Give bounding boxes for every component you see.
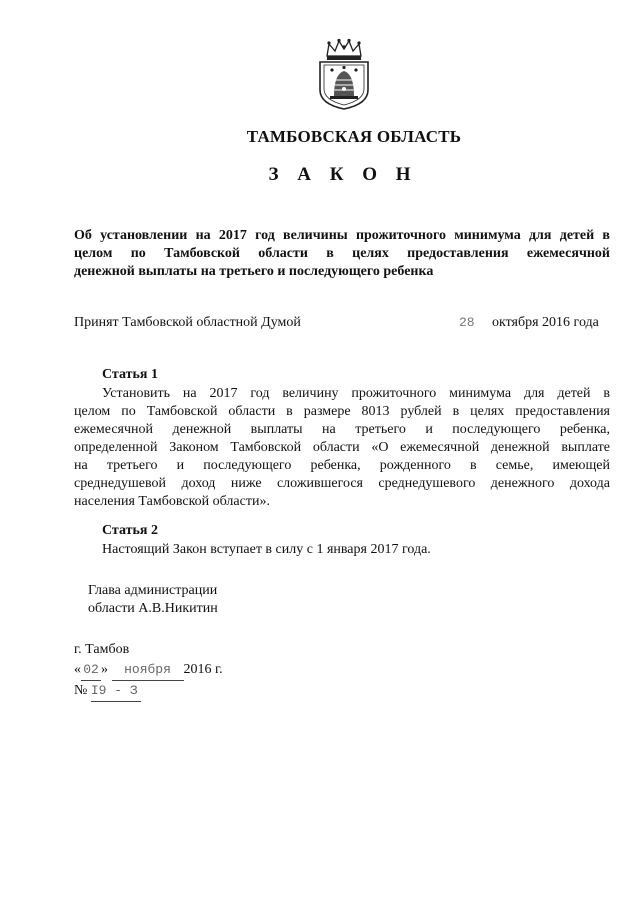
number-sign: № — [74, 683, 88, 698]
article-1-line: населения Тамбовской области». — [74, 494, 270, 509]
signature-position: Глава администрации — [88, 583, 218, 598]
law-title-line: денежной выплаты на третьего и последующего ребенка — [74, 264, 434, 279]
article-2-line: Настоящий Закон вступает в силу с 1 января 2017 года. — [102, 542, 431, 557]
date-quote-close: » — [101, 662, 108, 677]
document-type-heading: З А К О Н — [268, 164, 418, 185]
date-year: 2016 г. — [183, 662, 223, 677]
number-value: I9 - З — [91, 681, 141, 702]
adoption-day: 28 — [459, 315, 475, 330]
signature-block — [88, 582, 218, 618]
law-title-line: Об установлении на 2017 год величины прожиточного минимума для детей в — [74, 228, 610, 243]
law-title — [74, 227, 610, 281]
date-quote-open: « — [74, 662, 81, 677]
region-heading: ТАМБОВСКАЯ ОБЛАСТЬ — [246, 127, 462, 146]
article-1-body — [74, 385, 610, 511]
law-number — [74, 681, 223, 702]
article-1-line: определенной Законом Тамбовской области «О ежемесячной денежной выплате — [74, 440, 610, 455]
signing-date — [74, 660, 223, 681]
adoption-month-year: октября 2016 года — [492, 315, 599, 330]
article-1-line: на третьего и последующего ребенка, рожденного в семье, имеющей — [74, 458, 610, 473]
article-1-line: Установить на 2017 год величину прожиточного минимума для детей в — [102, 386, 610, 401]
article-2-heading: Статья 2 — [102, 523, 158, 538]
article-1-line: ежемесячной денежной выплаты на третьего и последующего ребенка, — [74, 422, 610, 437]
adoption-statement: Принят Тамбовской областной Думой — [74, 315, 301, 330]
article-1-line: среднедушевой доход ниже сложившегося среднедушевого денежного дохода — [74, 476, 610, 491]
signature-name: области А.В.Никитин — [88, 601, 218, 616]
date-day: 02 — [81, 660, 101, 681]
city: г. Тамбов — [74, 642, 130, 657]
law-title-line: целом по Тамбовской области в целях предоставления ежемесячной — [74, 246, 610, 261]
article-1-line: целом по Тамбовской области в размере 8013 рублей в целях предоставления — [74, 404, 610, 419]
tambov-coat-of-arms-icon — [315, 38, 373, 110]
place-date-number — [74, 640, 223, 702]
date-month: ноября — [112, 660, 184, 681]
article-2-body — [74, 541, 610, 559]
article-1-heading: Статья 1 — [102, 367, 158, 382]
